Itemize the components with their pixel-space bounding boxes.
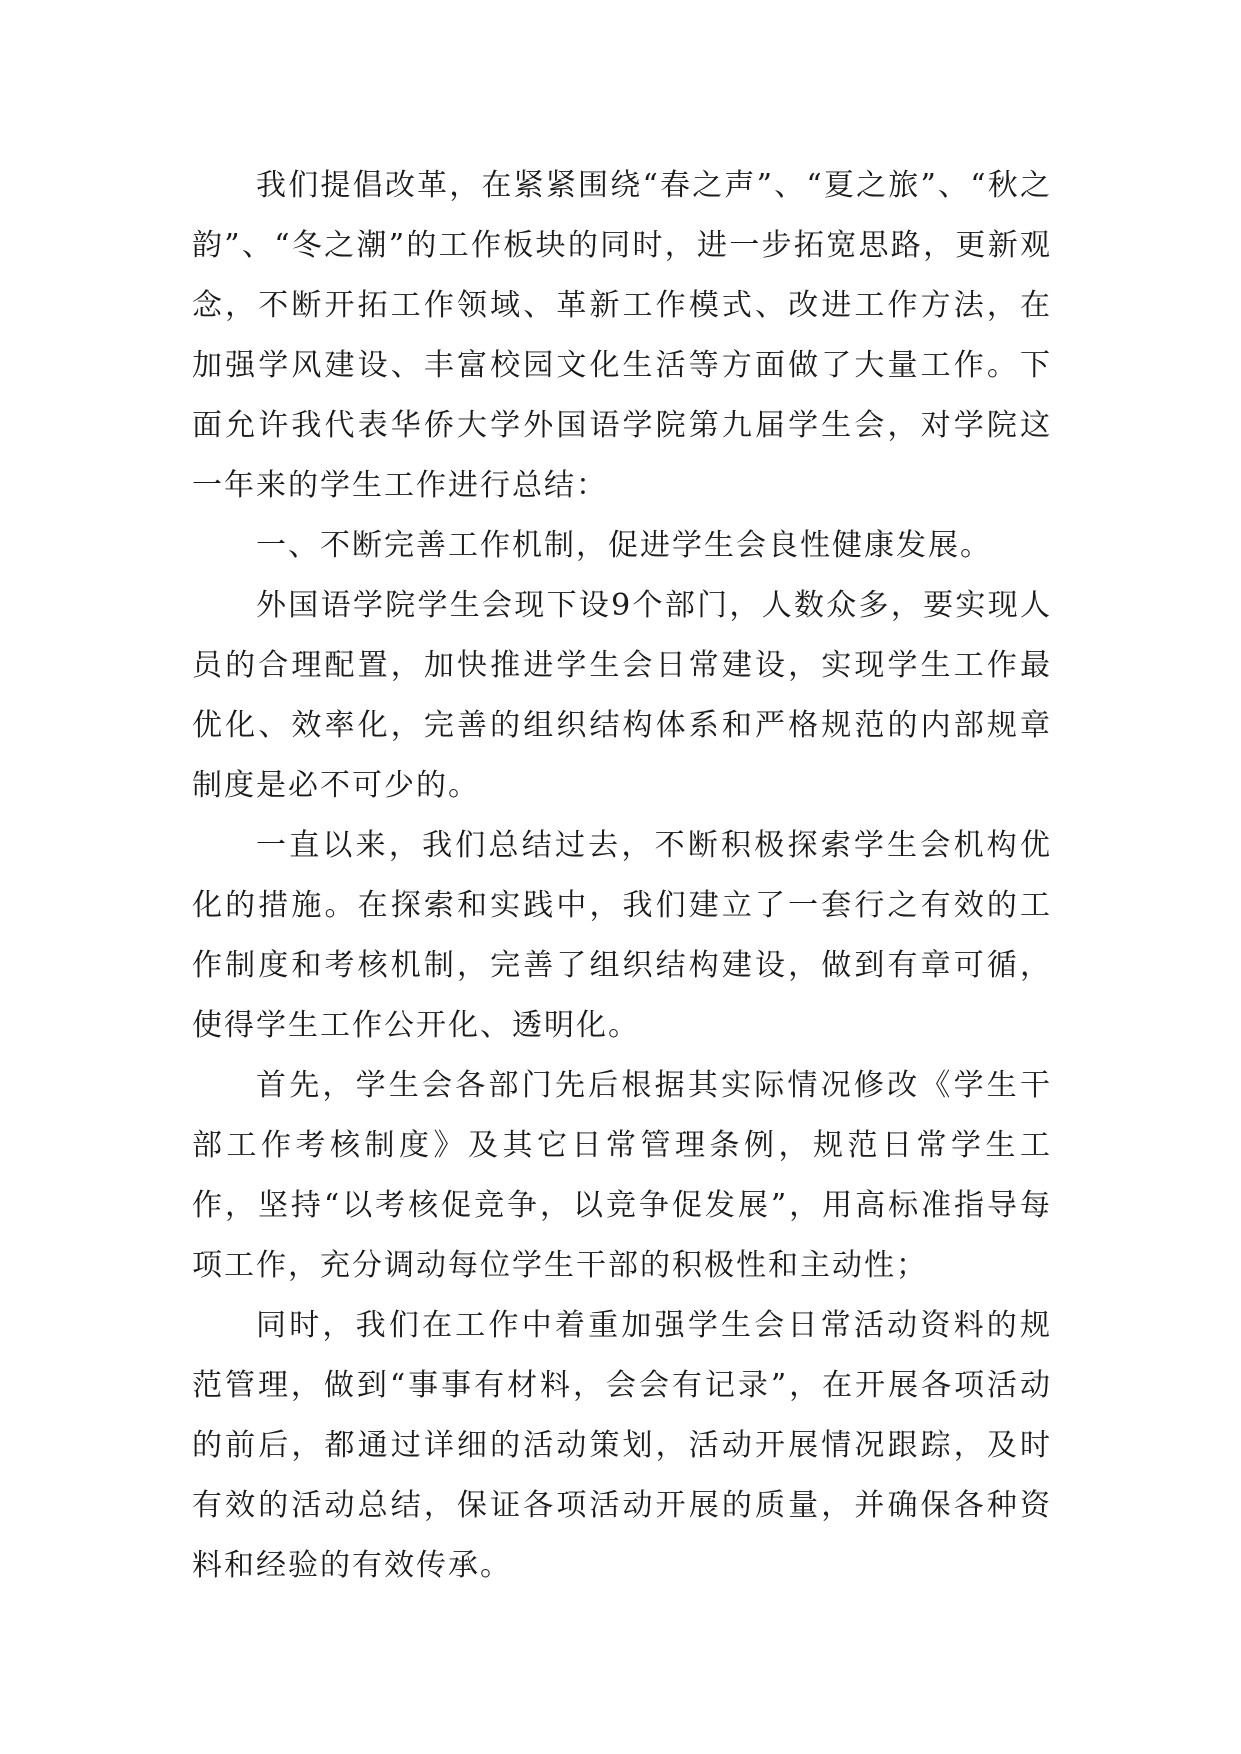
paragraph-intro: 我们提倡改革，在紧紧围绕“春之声”、“夏之旅”、“秋之韵”、“冬之潮”的工作板块的同时，进一步拓宽思路，更新观念，不断开拓工作领域、革新工作模式、改进工作方法，在加强学风建设、丰富校园文化生活等方面做了大量工作。下面允许我代表华侨大学外国语学院第九届学生会，对学院这一年来的学生工作进行总结： (192, 168, 1052, 503)
paragraph-first: 首先，学生会各部门先后根据其实际情况修改《学生干部工作考核制度》及其它日常管理条例，规范日常学生工作，坚持“以考核促竞争，以竞争促发展”，用高标准指导每项工作，充分调动每位学生干部的积极性和主动性； (192, 1068, 1052, 1283)
paragraph-meanwhile: 同时，我们在工作中着重加强学生会日常活动资料的规范管理，做到“事事有材料，会会有记录”，在开展各项活动的前后，都通过详细的活动策划，活动开展情况跟踪，及时有效的活动总结，保证各项活动开展的质量，并确保各种资料和经验的有效传承。 (192, 1308, 1052, 1583)
document-body (192, 156, 1052, 1596)
paragraph-exploration: 一直以来，我们总结过去，不断积极探索学生会机构优化的措施。在探索和实践中，我们建立了一套行之有效的工作制度和考核机制，完善了组织结构建设，做到有章可循，使得学生工作公开化、透明化。 (192, 828, 1052, 1043)
paragraph-departments: 外国语学院学生会现下设9个部门，人数众多，要实现人员的合理配置，加快推进学生会日常建设，实现学生工作最优化、效率化，完善的组织结构体系和严格规范的内部规章制度是必不可少的。 (192, 588, 1052, 803)
section-heading-1: 一、不断完善工作机制，促进学生会良性健康发展。 (256, 528, 992, 563)
